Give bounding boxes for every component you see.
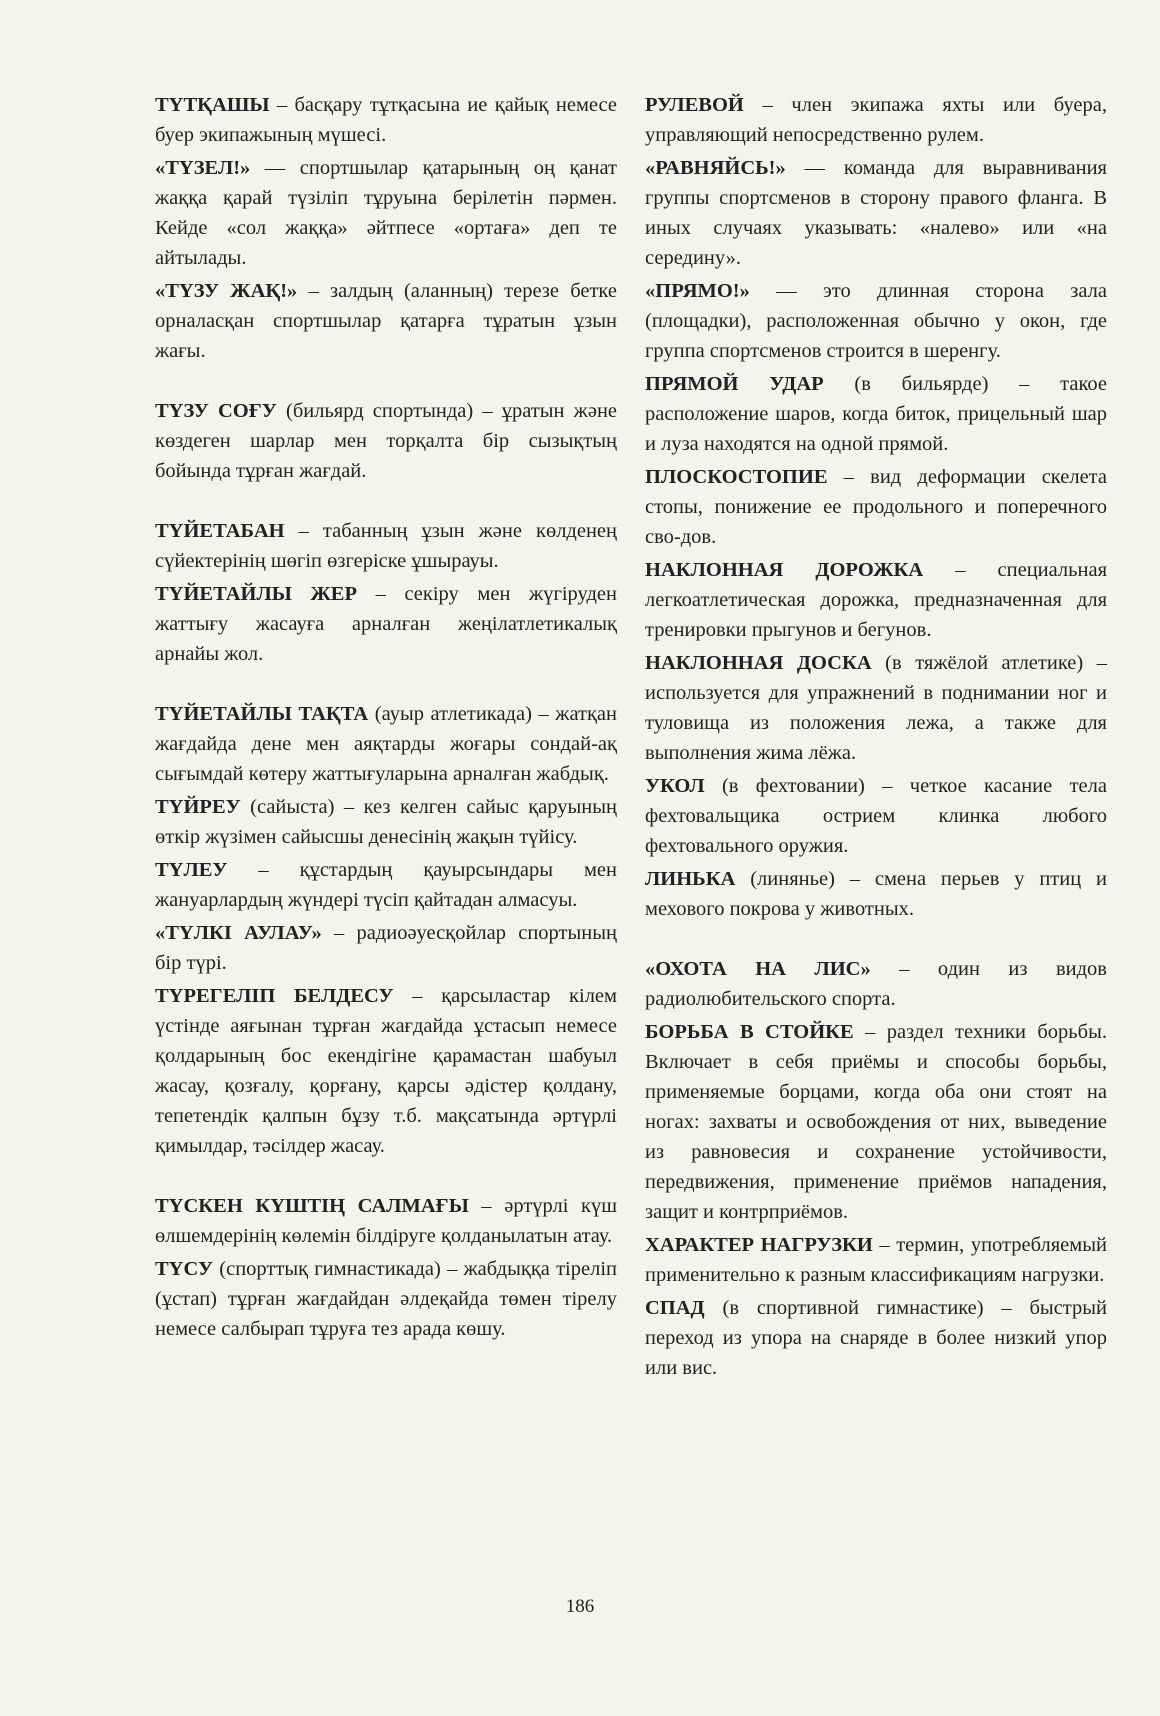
entry-definition: (сайыста) – кез келген сайыс қаруының өткір жүзімен сайысшы денесінің жақын түйісу. — [155, 796, 617, 848]
entry-definition: – құстардың қауырсындары мен жануарлардың жүндері түсіп қайтадан алмасуы. — [155, 859, 617, 911]
entry-definition: – один из видов радиолюбительского спорта. — [645, 958, 1107, 1010]
right-column — [645, 90, 1107, 1386]
entry-term: «ТҮЗЕЛ!» — [155, 157, 251, 179]
entry-term: ТҮЙЕТАЙЛЫ ЖЕР — [155, 583, 357, 605]
entry-term: «РАВНЯЙСЬ!» — [645, 157, 786, 179]
entry — [155, 855, 617, 915]
entry-definition: – термин, употребляемый применительно к разным классификациям нагрузки. — [645, 1234, 1107, 1286]
entry — [155, 276, 617, 366]
entry — [645, 1230, 1107, 1290]
entry-term: ПЛОСКОСТОПИЕ — [645, 466, 828, 488]
entry-definition: – член экипажа яхты или буера, управляющий непосредственно рулем. — [645, 94, 1107, 146]
entry — [155, 699, 617, 789]
entry-term: ТҮСУ — [155, 1258, 214, 1280]
entry — [645, 555, 1107, 645]
entry — [155, 153, 617, 273]
entry — [645, 864, 1107, 924]
entry-term: ТҮРЕГЕЛІП БЕЛДЕСУ — [155, 985, 394, 1007]
entry-term: ТҮСКЕН КҮШТІҢ САЛМАҒЫ — [155, 1195, 469, 1217]
entry-term: ТҮЗУ СОҒУ — [155, 400, 277, 422]
entry — [155, 516, 617, 576]
entry — [645, 276, 1107, 366]
entry-term: ХАРАКТЕР НАГРУЗКИ — [645, 1234, 873, 1256]
entry — [645, 153, 1107, 273]
entry-definition: – раздел техники борьбы. Включает в себя приёмы и способы борьбы, применяемые борцами, когда оба они стоят на ногах: захваты и освобождения от них, выведение из равновесия и сохранение устойчивости, передвижения, применение приёмов нападения, защит и контрприёмов. — [645, 1021, 1107, 1223]
entry-term: «ПРЯМО!» — [645, 280, 750, 302]
entry — [155, 792, 617, 852]
entry-term: «ОХОТА НА ЛИС» — [645, 958, 871, 980]
entry-term: СПАД — [645, 1297, 705, 1319]
entry-definition: – басқару тұтқасына ие қайық немесе буер экипажының мүшесі. — [155, 94, 617, 146]
entry — [645, 1017, 1107, 1227]
entry — [645, 1293, 1107, 1383]
left-column — [155, 90, 617, 1347]
entry — [645, 90, 1107, 150]
entry — [155, 981, 617, 1161]
entry-definition: (бильярд спортында) – ұратын және көздеген шарлар мен торқалта бір сызықтың бойында тұрған жағдай. — [155, 400, 618, 482]
entry — [645, 648, 1107, 768]
entry-definition: — команда для выравнивания группы спортсменов в сторону правого фланга. В иных случаях указывать: «налево» или «на середину». — [645, 157, 1107, 269]
entry-definition: – табанның ұзын және көлденең сүйектерінің шөгіп өзгеріске ұшырауы. — [155, 520, 617, 572]
entry-term: «ТҮЗУ ЖАҚ!» — [155, 280, 298, 302]
entry-definition: (в фехтовании) – четкое касание тела фехтовальщика острием клинка любого фехтовального оружия. — [645, 775, 1107, 857]
entry — [645, 771, 1107, 861]
entry — [155, 1254, 617, 1344]
entry-term: ТҮЛЕУ — [155, 859, 228, 881]
entry — [155, 1191, 617, 1251]
entry-term: ПРЯМОЙ УДАР — [645, 373, 824, 395]
entry-definition: (спорттық гимнастикада) – жабдыққа тіреліп (ұстап) тұрған жағдайдан әлдеқайда төмен тірелу немесе салбырап тұруға тез арада көшу. — [155, 1258, 617, 1340]
entry-term: «ТҮЛКІ АУЛАУ» — [155, 922, 322, 944]
page-number: 186 — [565, 1596, 595, 1617]
entry-definition: – әртүрлі күш өлшемдерінің көлемін білдіруге қолданылатын атау. — [155, 1195, 617, 1247]
entry-term: НАКЛОННАЯ ДОРОЖКА — [645, 559, 924, 581]
entry-definition: – секіру мен жүгіруден жаттығу жасауға арналған жеңілатлетикалық арнайы жол. — [155, 583, 617, 665]
entry-definition: – залдың (аланның) терезе бетке орналасқан спортшылар қатарға тұратын ұзын жағы. — [155, 280, 617, 362]
entry-term: ТҮЙЕТАЙЛЫ ТАҚТА — [155, 703, 369, 725]
entry-term: ТҮТҚАШЫ — [155, 94, 270, 116]
entry — [155, 396, 617, 486]
entry-definition: – радиоәуесқойлар спортының бір түрі. — [155, 922, 617, 974]
entry-definition: (в тяжёлой атлетике) – используется для упражнений в поднимании ног и туловища из положения лежа, а также для выполнения жима лёжа. — [645, 652, 1107, 764]
entry — [645, 369, 1107, 459]
entry — [645, 954, 1107, 1014]
entry-definition: – қарсыластар кілем үстінде аяғынан тұрған жағдайда ұстасып немесе қолдарының бос екендігіне қарамастан шабуыл жасау, қозғалу, қорғану, қарсы әдістер қолдану, тепетендік қалпын бұзу т.б. мақсатында әртүрлі қимылдар, тәсілдер жасау. — [155, 985, 618, 1157]
entry-term: ЛИНЬКА — [645, 868, 736, 890]
entry-definition: (в бильярде) – такое расположение шаров, когда биток, прицельный шар и луза находятся на одной прямой. — [645, 373, 1107, 455]
entry — [155, 90, 617, 150]
entry — [155, 579, 617, 669]
entry-term: РУЛЕВОЙ — [645, 94, 744, 116]
entry-term: НАКЛОННАЯ ДОСКА — [645, 652, 872, 674]
entry-definition: (ауыр атлетикада) – жатқан жағдайда дене мен аяқтарды жоғары сондай-ақ сығымдай көтеру жаттығуларына арналған жабдық. — [155, 703, 617, 785]
entry-term: БОРЬБА В СТОЙКЕ — [645, 1021, 854, 1043]
entry — [645, 462, 1107, 552]
entry-definition: – специальная легкоатлетическая дорожка, предназначенная для тренировки прыгунов и бегунов. — [645, 559, 1107, 641]
entry-definition: (в спортивной гимнастике) – быстрый переход из упора на снаряде в более низкий упор или вис. — [645, 1297, 1107, 1379]
entry-term: ТҮЙРЕУ — [155, 796, 241, 818]
entry-term: УКОЛ — [645, 775, 705, 797]
entry — [155, 918, 617, 978]
entry-definition: — спортшылар қатарының оң қанат жаққа қарай түзіліп тұруына берілетін пәрмен. Кейде «сол жаққа» әйтпесе «ортаға» деп те айтылады. — [155, 157, 617, 269]
entry-term: ТҮЙЕТАБАН — [155, 520, 285, 542]
entry-definition: — это длинная сторона зала (площадки), расположенная обычно у окон, где группа спортсменов строится в шеренгу. — [645, 280, 1107, 362]
entry-definition: – вид деформации скелета стопы, понижение ее продольного и поперечного сво-дов. — [645, 466, 1107, 548]
entry-definition: (линянье) – смена перьев у птиц и мехового покрова у животных. — [645, 868, 1107, 920]
